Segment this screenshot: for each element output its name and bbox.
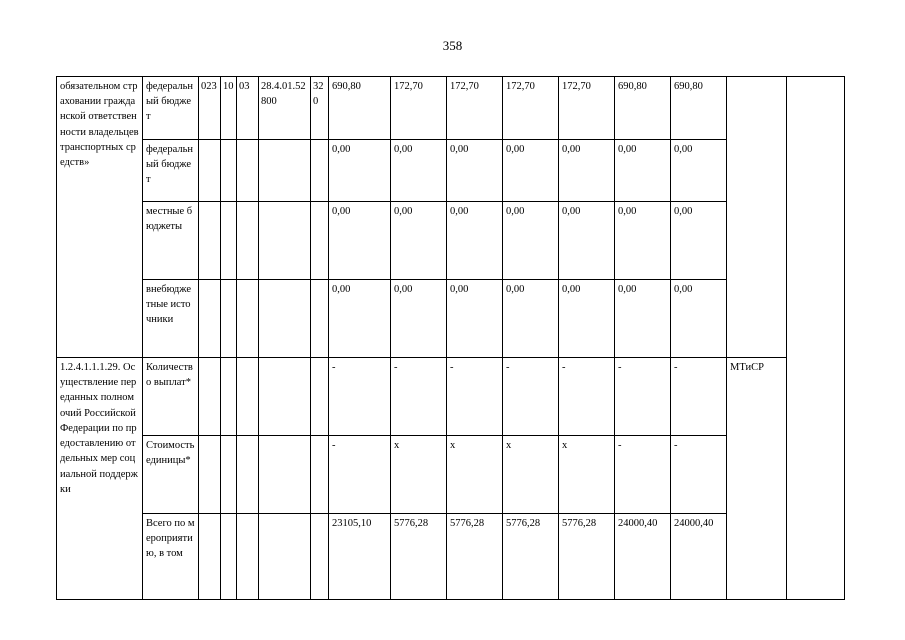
note-cell — [787, 77, 845, 600]
value-cell: 0,00 — [615, 280, 671, 358]
budget-table — [56, 76, 845, 600]
code-cell: 320 — [311, 77, 329, 140]
value-cell: х — [559, 436, 615, 514]
code-cell: 28.4.01.52800 — [259, 77, 311, 140]
table-row — [57, 140, 845, 202]
value-cell: - — [391, 358, 447, 436]
value-cell: - — [615, 436, 671, 514]
value-cell: - — [559, 358, 615, 436]
value-cell: 172,70 — [447, 77, 503, 140]
value-cell: - — [329, 358, 391, 436]
value-cell: 24000,40 — [615, 514, 671, 600]
code-cell — [199, 140, 221, 202]
code-cell — [221, 202, 237, 280]
value-cell: 0,00 — [671, 140, 727, 202]
value-cell: х — [447, 436, 503, 514]
table-row — [57, 514, 845, 600]
code-cell — [311, 514, 329, 600]
value-cell: 0,00 — [391, 140, 447, 202]
code-cell: 023 — [199, 77, 221, 140]
code-cell — [237, 358, 259, 436]
value-cell: 0,00 — [391, 202, 447, 280]
table-row — [57, 436, 845, 514]
code-cell — [199, 436, 221, 514]
measure-name-cell: 1.2.4.1.1.1.29. Осуществление переданных полномочий Российской Федерации по предоставлению отдельных мер социальной поддержки — [57, 358, 143, 600]
code-cell — [237, 514, 259, 600]
table-row — [57, 202, 845, 280]
value-cell: 690,80 — [329, 77, 391, 140]
code-cell — [311, 358, 329, 436]
table-row — [57, 280, 845, 358]
funding-source-cell: местные бюджеты — [143, 202, 199, 280]
code-cell — [199, 280, 221, 358]
value-cell: 5776,28 — [503, 514, 559, 600]
value-cell: - — [671, 436, 727, 514]
value-cell: 172,70 — [503, 77, 559, 140]
funding-source-cell: Всего по мероприятию, в том — [143, 514, 199, 600]
code-cell — [259, 202, 311, 280]
value-cell: 0,00 — [559, 202, 615, 280]
value-cell: 0,00 — [447, 202, 503, 280]
code-cell — [259, 140, 311, 202]
value-cell: 0,00 — [503, 280, 559, 358]
code-cell — [259, 358, 311, 436]
value-cell: 0,00 — [559, 140, 615, 202]
measure-name-cell: обязательном страховании гражданской ответственности владельцев транспортных средств» — [57, 77, 143, 358]
value-cell: 0,00 — [447, 280, 503, 358]
code-cell — [259, 436, 311, 514]
value-cell: 5776,28 — [447, 514, 503, 600]
value-cell: 172,70 — [559, 77, 615, 140]
value-cell: 0,00 — [503, 202, 559, 280]
value-cell: 0,00 — [671, 280, 727, 358]
value-cell: 0,00 — [615, 140, 671, 202]
value-cell: 0,00 — [447, 140, 503, 202]
code-cell — [259, 514, 311, 600]
code-cell — [199, 514, 221, 600]
code-cell — [237, 280, 259, 358]
page-number: 358 — [442, 38, 463, 53]
code-cell — [221, 140, 237, 202]
value-cell: 0,00 — [329, 202, 391, 280]
code-cell: 10 — [221, 77, 237, 140]
code-cell — [221, 280, 237, 358]
code-cell — [199, 202, 221, 280]
funding-source-cell: федеральный бюджет — [143, 77, 199, 140]
table-row — [57, 77, 845, 140]
value-cell: 5776,28 — [559, 514, 615, 600]
value-cell: х — [391, 436, 447, 514]
funding-source-cell: Стоимость единицы* — [143, 436, 199, 514]
value-cell: 0,00 — [329, 280, 391, 358]
code-cell — [311, 202, 329, 280]
code-cell — [221, 514, 237, 600]
code-cell — [199, 358, 221, 436]
value-cell: 0,00 — [559, 280, 615, 358]
code-cell — [311, 280, 329, 358]
value-cell: 0,00 — [329, 140, 391, 202]
value-cell: 0,00 — [503, 140, 559, 202]
funding-source-cell: федеральный бюджет — [143, 140, 199, 202]
value-cell: 23105,10 — [329, 514, 391, 600]
code-cell: 03 — [237, 77, 259, 140]
value-cell: - — [329, 436, 391, 514]
value-cell: 690,80 — [671, 77, 727, 140]
code-cell — [237, 436, 259, 514]
code-cell — [221, 358, 237, 436]
code-cell — [221, 436, 237, 514]
code-cell — [311, 140, 329, 202]
value-cell: 0,00 — [615, 202, 671, 280]
responsible-cell: МТиСР — [727, 358, 787, 600]
funding-source-cell: внебюджетные источники — [143, 280, 199, 358]
value-cell: 0,00 — [391, 280, 447, 358]
code-cell — [237, 140, 259, 202]
funding-source-cell: Количество выплат* — [143, 358, 199, 436]
responsible-cell — [727, 77, 787, 358]
code-cell — [311, 436, 329, 514]
value-cell: - — [615, 358, 671, 436]
value-cell: 172,70 — [391, 77, 447, 140]
code-cell — [237, 202, 259, 280]
value-cell: - — [503, 358, 559, 436]
value-cell: 690,80 — [615, 77, 671, 140]
value-cell: х — [503, 436, 559, 514]
table-row — [57, 358, 845, 436]
value-cell: 5776,28 — [391, 514, 447, 600]
value-cell: - — [447, 358, 503, 436]
code-cell — [259, 280, 311, 358]
value-cell: 0,00 — [671, 202, 727, 280]
value-cell: - — [671, 358, 727, 436]
value-cell: 24000,40 — [671, 514, 727, 600]
